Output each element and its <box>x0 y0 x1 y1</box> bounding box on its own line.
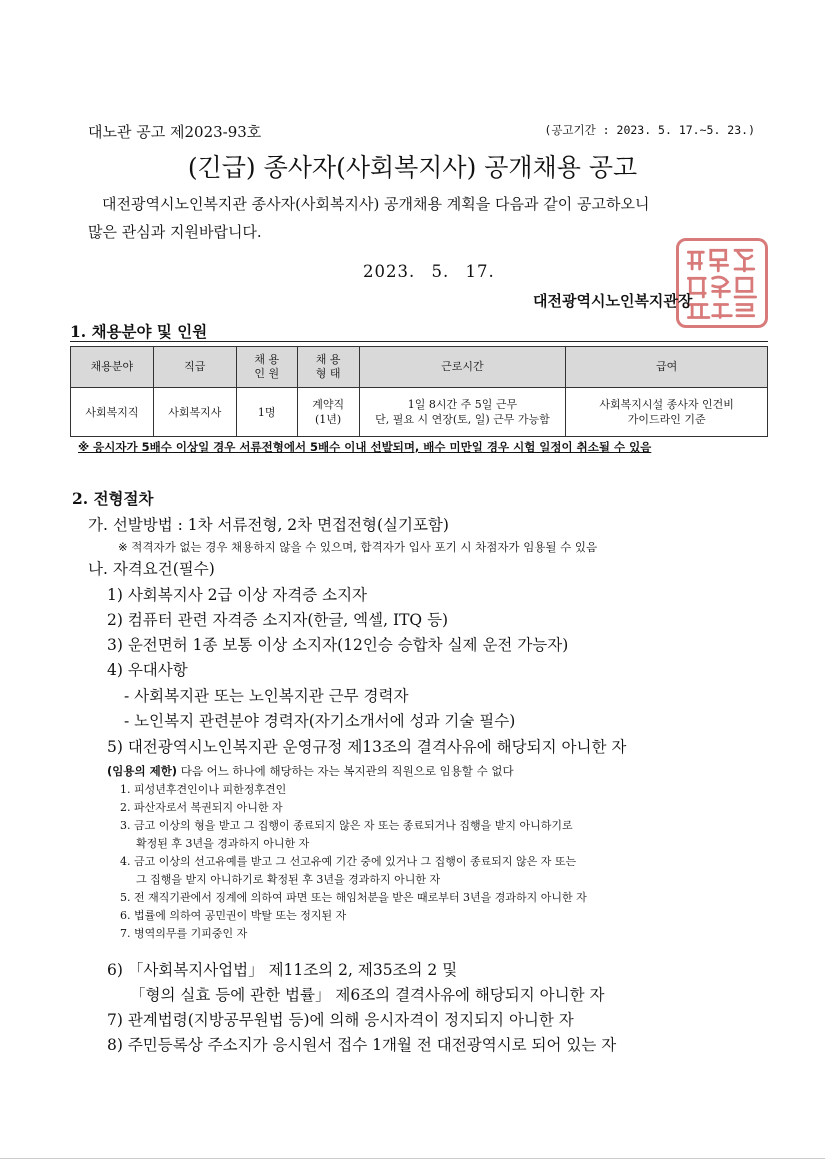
table-row <box>71 388 768 437</box>
applicant-note: ※ 응시자가 5배수 이상일 경우 서류전형에서 5배수 이내 선발되며, 배수 미만일 경우 시험 일정이 취소될 수 있음 <box>78 440 652 454</box>
cell-type-line-2: (1년) <box>315 413 342 426</box>
section1-divider <box>70 341 768 342</box>
cell-type-line-1: 계약직 <box>312 398 345 411</box>
table-header-row <box>71 347 768 388</box>
header-hours: 근로시간 <box>359 347 566 388</box>
limit-item-6: 6. 법률에 의하여 공민권이 박탈 또는 정지된 자 <box>120 909 347 922</box>
intro-line-2: 많은 관심과 지원바랍니다. <box>88 223 262 241</box>
header-pay: 급여 <box>566 347 768 388</box>
limit-text: 다음 어느 하나에 해당하는 자는 복지관의 직원으로 임용할 수 없다 <box>177 764 514 778</box>
requirement-8: 8) 주민등록상 주소지가 응시원서 접수 1개월 전 대전광역시로 되어 있는 자 <box>107 1036 617 1054</box>
limit-item-1: 1. 피성년후견인이나 피한정후견인 <box>120 783 287 796</box>
cell-pay <box>566 388 768 437</box>
cell-rank: 사회복지사 <box>153 388 236 437</box>
header-count: 채 용 인 원 <box>236 347 297 388</box>
intro-line-1: 대전광역시노인복지관 종사자(사회복지사) 공개채용 계획을 다음과 같이 공고하오니 <box>102 195 650 213</box>
limit-item-4: 4. 금고 이상의 선고유예를 받고 그 선고유예 기간 중에 있거나 그 집행이 종료되지 않은 자 또는 <box>120 855 577 868</box>
limit-item-5: 5. 전 재직기관에서 징계에 의하여 파면 또는 해임처분을 받은 때로부터 3년을 경과하지 아니한 자 <box>120 891 587 904</box>
requirement-5: 5) 대전광역시노인복지관 운영규정 제13조의 결격사유에 해당되지 아니한 자 <box>107 738 627 756</box>
selection-note: ※ 적격자가 없는 경우 채용하지 않을 수 있으며, 합격자가 입사 포기 시 차점자가 임용될 수 있음 <box>118 540 598 554</box>
cell-hours-line-2: 단, 필요 시 연장(토, 일) 근무 가능함 <box>375 413 550 426</box>
preference-a: - 사회복지관 또는 노인복지관 근무 경력자 <box>124 687 409 705</box>
requirement-1: 1) 사회복지사 2급 이상 자격증 소지자 <box>107 586 368 604</box>
cell-hours-line-1: 1일 8시간 주 5일 근무 <box>407 398 518 411</box>
qualification-heading: 나. 자격요건(필수) <box>88 560 215 578</box>
limit-label: (임용의 제한) <box>107 764 178 778</box>
official-seal-icon <box>676 238 768 328</box>
preference-b: - 노인복지 관련분야 경력자(자기소개서에 성과 기술 필수) <box>124 712 516 730</box>
notice-date: 2023. 5. 17. <box>363 262 495 281</box>
notice-number: 대노관 공고 제2023-93호 <box>88 123 262 141</box>
cell-pay-line-2: 가이드라인 기준 <box>627 413 706 426</box>
limit-item-3: 3. 금고 이상의 형을 받고 그 집행이 종료되지 않은 자 또는 종료되거나 집행을 받지 아니하기로 <box>120 819 573 832</box>
page-title: (긴급) 종사자(사회복지사) 공개채용 공고 <box>187 153 638 182</box>
selection-method: 가. 선발방법 : 1차 서류전형, 2차 면접전형(실기포함) <box>88 516 449 534</box>
cell-hours <box>359 388 566 437</box>
header-rank: 직급 <box>153 347 236 388</box>
cell-type <box>297 388 359 437</box>
requirement-2: 2) 컴퓨터 관련 자격증 소지자(한글, 엑셀, ITQ 등) <box>107 611 449 629</box>
cell-field: 사회복지직 <box>71 388 154 437</box>
intro-paragraph <box>88 190 768 246</box>
requirement-7: 7) 관계법령(지방공무원법 등)에 의해 응시자격이 정지되지 아니한 자 <box>107 1011 574 1029</box>
section1-heading: 1. 채용분야 및 인원 <box>70 322 208 341</box>
limit-item-2: 2. 파산자로서 복권되지 아니한 자 <box>120 801 283 814</box>
limit-item-3-cont: 확정된 후 3년을 경과하지 아니한 자 <box>136 837 310 850</box>
requirement-4: 4) 우대사항 <box>107 661 188 679</box>
page-edge <box>0 1158 825 1159</box>
seal-graphic <box>679 241 765 325</box>
header-field: 채용분야 <box>71 347 154 388</box>
limit-item-4-cont: 그 집행을 받지 아니하기로 확정된 후 3년을 경과하지 아니한 자 <box>136 873 441 886</box>
requirement-6-cont: 「형의 실효 등에 관한 법률」 제6조의 결격사유에 해당되지 아니한 자 <box>130 986 605 1004</box>
section2-heading: 2. 전형절차 <box>72 489 154 508</box>
header-type: 채 용 형 태 <box>297 347 359 388</box>
notice-period: (공고기간 : 2023. 5. 17.~5. 23.) <box>544 123 755 137</box>
limit-intro <box>107 763 514 779</box>
signatory: 대전광역시노인복지관장 <box>533 292 693 310</box>
recruitment-table <box>70 346 768 437</box>
requirement-6: 6) 「사회복지사업법」 제11조의 2, 제35조의 2 및 <box>107 961 458 979</box>
cell-count: 1명 <box>236 388 297 437</box>
cell-pay-line-1: 사회복지시설 종사자 인건비 <box>599 398 734 411</box>
requirement-3: 3) 운전면허 1종 보통 이상 소지자(12인승 승합차 실제 운전 가능자) <box>107 636 569 654</box>
limit-item-7: 7. 병역의무를 기피중인 자 <box>120 927 248 940</box>
